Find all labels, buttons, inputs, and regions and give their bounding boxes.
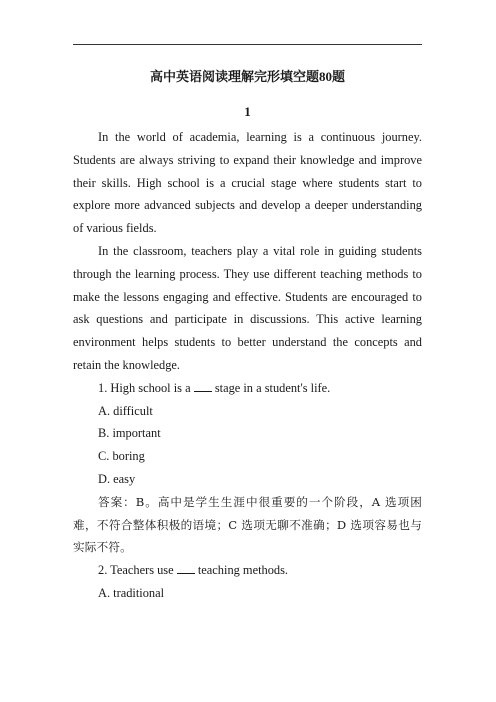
question-1-prompt-start: 1. High school is a — [98, 380, 191, 395]
section-number: 1 — [244, 104, 251, 119]
question-1-option-a: A. difficult — [98, 403, 153, 418]
question-2-prompt-end: teaching methods. — [197, 563, 289, 578]
question-2-option-a: A. traditional — [98, 585, 165, 600]
question-1-blank — [194, 380, 212, 392]
document-body — [73, 126, 422, 605]
question-2-prompt-start: 2. Teachers use — [98, 563, 174, 578]
question-1-prompt — [73, 377, 422, 400]
question-1-option-d: D. easy — [98, 471, 136, 486]
passage-paragraph-1: In the world of academia, learning is a continuous journey. Students are always striving to expand their knowledge and improve their skills. High school is a crucial stage where students start to explore more advanced subjects and develop a deeper understanding of various fields. — [73, 130, 422, 236]
question-2-blank — [177, 562, 195, 574]
passage-paragraph-2: In the classroom, teachers play a vital role in guiding students through the learning process. They use different teaching methods to make the lessons engaging and effective. Students are encouraged to ask questions and participate in discussions. This active learning environment helps students to better understand the concepts and retain the knowledge. — [73, 243, 422, 372]
question-1-prompt-end: stage in a student's life. — [214, 380, 331, 395]
document-title: 高中英语阅读理解完形填空题80题 — [149, 69, 345, 84]
question-2-prompt — [73, 559, 422, 582]
header-rule — [73, 44, 422, 45]
question-1-answer: 答案：B。高中是学生生涯中很重要的一个阶段，A 选项困难，不符合整体积极的语境；C 选项无聊不准确；D 选项容易也与实际不符。 — [73, 494, 422, 555]
question-1-option-b: B. important — [98, 426, 161, 441]
question-1-option-c: C. boring — [98, 449, 145, 464]
